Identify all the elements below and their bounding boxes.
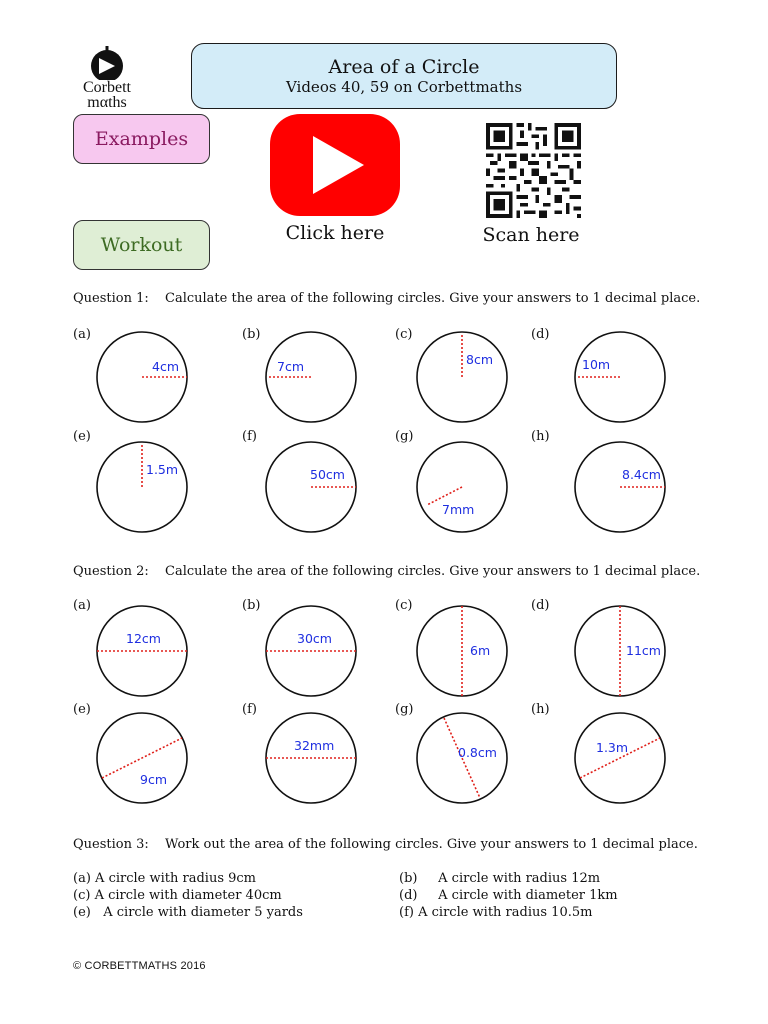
measure-label: 8.4cm (622, 467, 661, 482)
measure-label: 10m (582, 357, 611, 372)
part-text: A circle with diameter 5 yards (103, 905, 303, 920)
measure-label: 6m (470, 643, 491, 658)
q1-circle-1 (97, 332, 187, 422)
measure-label: 32mm (294, 738, 335, 753)
question-text: Calculate the area of the following circles. Give your answers to 1 decimal place. (165, 564, 701, 579)
q1-label: (e) (73, 429, 91, 444)
q1-circle-6 (266, 442, 356, 532)
part-text: A circle with radius 12m (438, 871, 601, 886)
q2-label: (e) (73, 702, 91, 717)
q1-label: (b) (242, 327, 261, 342)
q2-label: (a) (73, 598, 91, 613)
q1-label: (f) (242, 429, 257, 444)
q1-circle-5 (97, 442, 187, 532)
part-text: A circle with diameter 40cm (94, 888, 282, 903)
q3-part-c (73, 888, 282, 903)
q1-circle-3 (417, 332, 507, 422)
q2-circle-8 (575, 713, 665, 803)
q3-part-f (399, 905, 592, 920)
measure-label: 50cm (310, 467, 345, 482)
q3-part-b (399, 871, 600, 886)
q1-label: (g) (395, 429, 414, 444)
question-number: Question 3: (73, 837, 149, 852)
part-label: (d) (399, 888, 418, 903)
measure-label: 9cm (140, 772, 168, 787)
measure-label: 4cm (152, 359, 180, 374)
q2-label: (b) (242, 598, 261, 613)
part-text: A circle with diameter 1km (438, 888, 618, 903)
question-number: Question 2: (73, 564, 149, 579)
logo-text-corbett: Corbett (83, 79, 131, 96)
measure-label: 8cm (466, 352, 494, 367)
q1-circle-4 (575, 332, 665, 422)
q2-circle-1 (97, 606, 187, 696)
question-number: Question 1: (73, 291, 149, 306)
question-text: Calculate the area of the following circles. Give your answers to 1 decimal place. (165, 291, 701, 306)
q2-label: (g) (395, 702, 414, 717)
q2-circle-6 (266, 713, 356, 803)
question-text: Work out the area of the following circles. Give your answers to 1 decimal place. (165, 837, 698, 852)
q3-part-a (73, 871, 256, 886)
q2-label: (f) (242, 702, 257, 717)
q2-circle-3 (417, 606, 507, 696)
page-subtitle: Videos 40, 59 on Corbettmaths (285, 78, 523, 96)
q1-circle-7 (417, 442, 507, 532)
part-label: (e) (73, 905, 91, 920)
q2-label: (d) (531, 598, 550, 613)
part-text: A circle with radius 10.5m (418, 905, 593, 920)
q2-label: (c) (395, 598, 413, 613)
page-title: Area of a Circle (328, 56, 480, 78)
scan-here-label: Scan here (482, 224, 580, 246)
q1-circle-2 (266, 332, 356, 422)
measure-label: 1.3m (596, 740, 629, 755)
part-label: (b) (399, 871, 418, 886)
q2-circle-2 (266, 606, 356, 696)
q3-part-e (73, 905, 303, 920)
measure-label: 0.8cm (458, 745, 497, 760)
q1-label: (a) (73, 327, 91, 342)
logo-text-maths: mαths (87, 94, 127, 111)
measure-label: 30cm (297, 631, 332, 646)
copyright-footer: © CORBETTMATHS 2016 (73, 960, 206, 972)
q3-part-d (399, 888, 618, 903)
workout-button[interactable]: Workout (73, 220, 210, 270)
measure-label: 7cm (277, 359, 305, 374)
part-label: (f) (399, 905, 414, 920)
q2-circle-7 (417, 713, 507, 803)
q2-circle-4 (575, 606, 665, 696)
examples-button[interactable]: Examples (73, 114, 210, 164)
measure-label: 12cm (126, 631, 161, 646)
q1-label: (c) (395, 327, 413, 342)
part-label: (a) (73, 871, 91, 886)
q1-label: (h) (531, 429, 550, 444)
q2-label: (h) (531, 702, 550, 717)
click-here-link[interactable]: Click here (285, 222, 385, 244)
part-label: (c) (73, 888, 91, 903)
measure-label: 11cm (626, 643, 661, 658)
q2-circle-5 (97, 713, 187, 803)
part-text: A circle with radius 9cm (95, 871, 256, 886)
q1-label: (d) (531, 327, 550, 342)
measure-label: 7mm (442, 502, 475, 517)
q1-circle-8 (575, 442, 665, 532)
measure-label: 1.5m (146, 462, 179, 477)
